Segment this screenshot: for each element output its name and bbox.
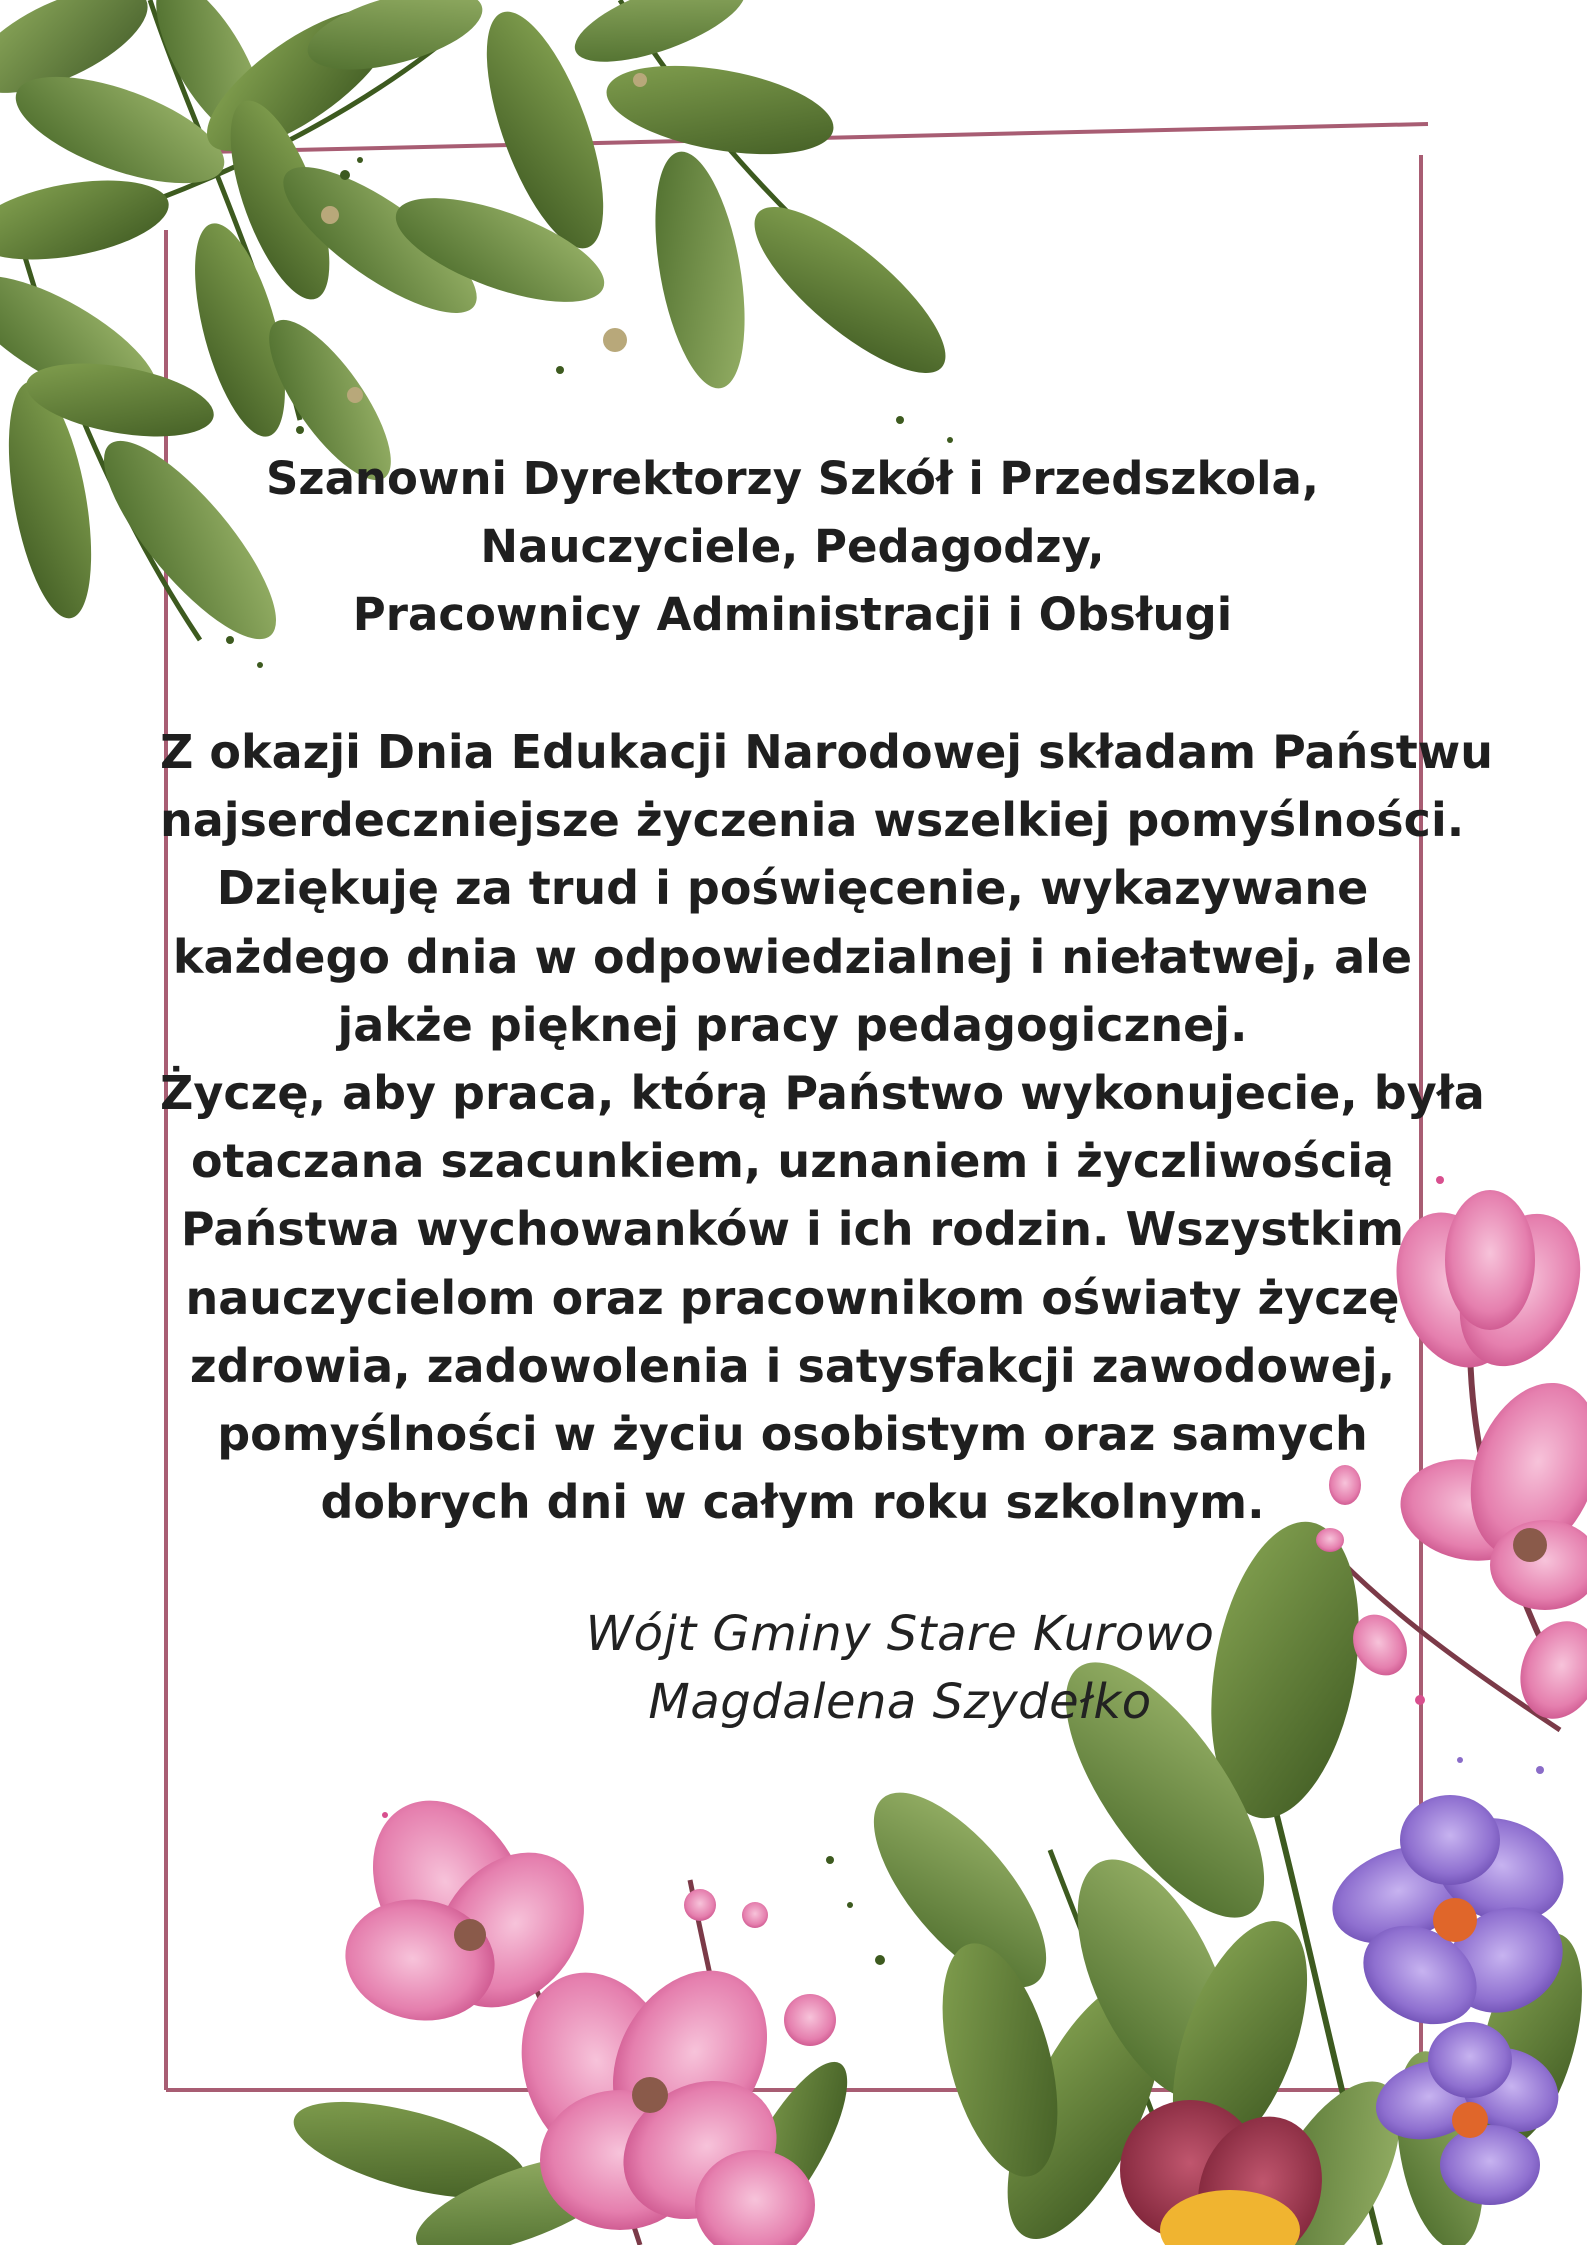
- body-line: otaczana szacunkiem, uznaniem i życzliwością: [190, 1134, 1395, 1189]
- body-line: Życzę, aby praca, którą Państwo wykonujecie, była: [160, 1066, 1485, 1121]
- heading-line: Szanowni Dyrektorzy Szkół i Przedszkola,: [265, 452, 1320, 505]
- signature-title: Wójt Gminy Stare Kurowo: [585, 1606, 1215, 1662]
- body-line: Z okazji Dnia Edukacji Narodowej składam Państwu: [160, 725, 1493, 779]
- body-line: każdego dnia w odpowiedzialnej i niełatwej, ale: [172, 929, 1413, 984]
- body-line: nauczycielom oraz pracownikom oświaty życzę: [185, 1270, 1400, 1325]
- body-line: Państwa wychowanków i ich rodzin. Wszystkim: [180, 1202, 1405, 1257]
- signature: [500, 1600, 1300, 1736]
- heading-line: Nauczyciele, Pedagodzy,: [480, 520, 1105, 573]
- heading-line: Pracownicy Administracji i Obsługi: [352, 588, 1233, 641]
- greeting-body: [160, 718, 1493, 1536]
- greeting-heading: [160, 445, 1425, 649]
- body-line: zdrowia, zadowolenia i satysfakcji zawodowej,: [189, 1338, 1396, 1393]
- signature-name: Magdalena Szydełko: [648, 1674, 1152, 1730]
- flowers-bottom-left: [284, 1773, 885, 2245]
- body-line: Dziękuję za trud i poświęcenie, wykazywane: [216, 861, 1369, 916]
- body-line: dobrych dni w całym roku szkolnym.: [320, 1475, 1265, 1530]
- body-line: pomyślności w życiu osobistym oraz samych: [217, 1407, 1368, 1462]
- body-line: najserdeczniejsze życzenia wszelkiej pomyślności.: [160, 793, 1465, 848]
- body-line: jakże pięknej pracy pedagogicznej.: [337, 997, 1248, 1052]
